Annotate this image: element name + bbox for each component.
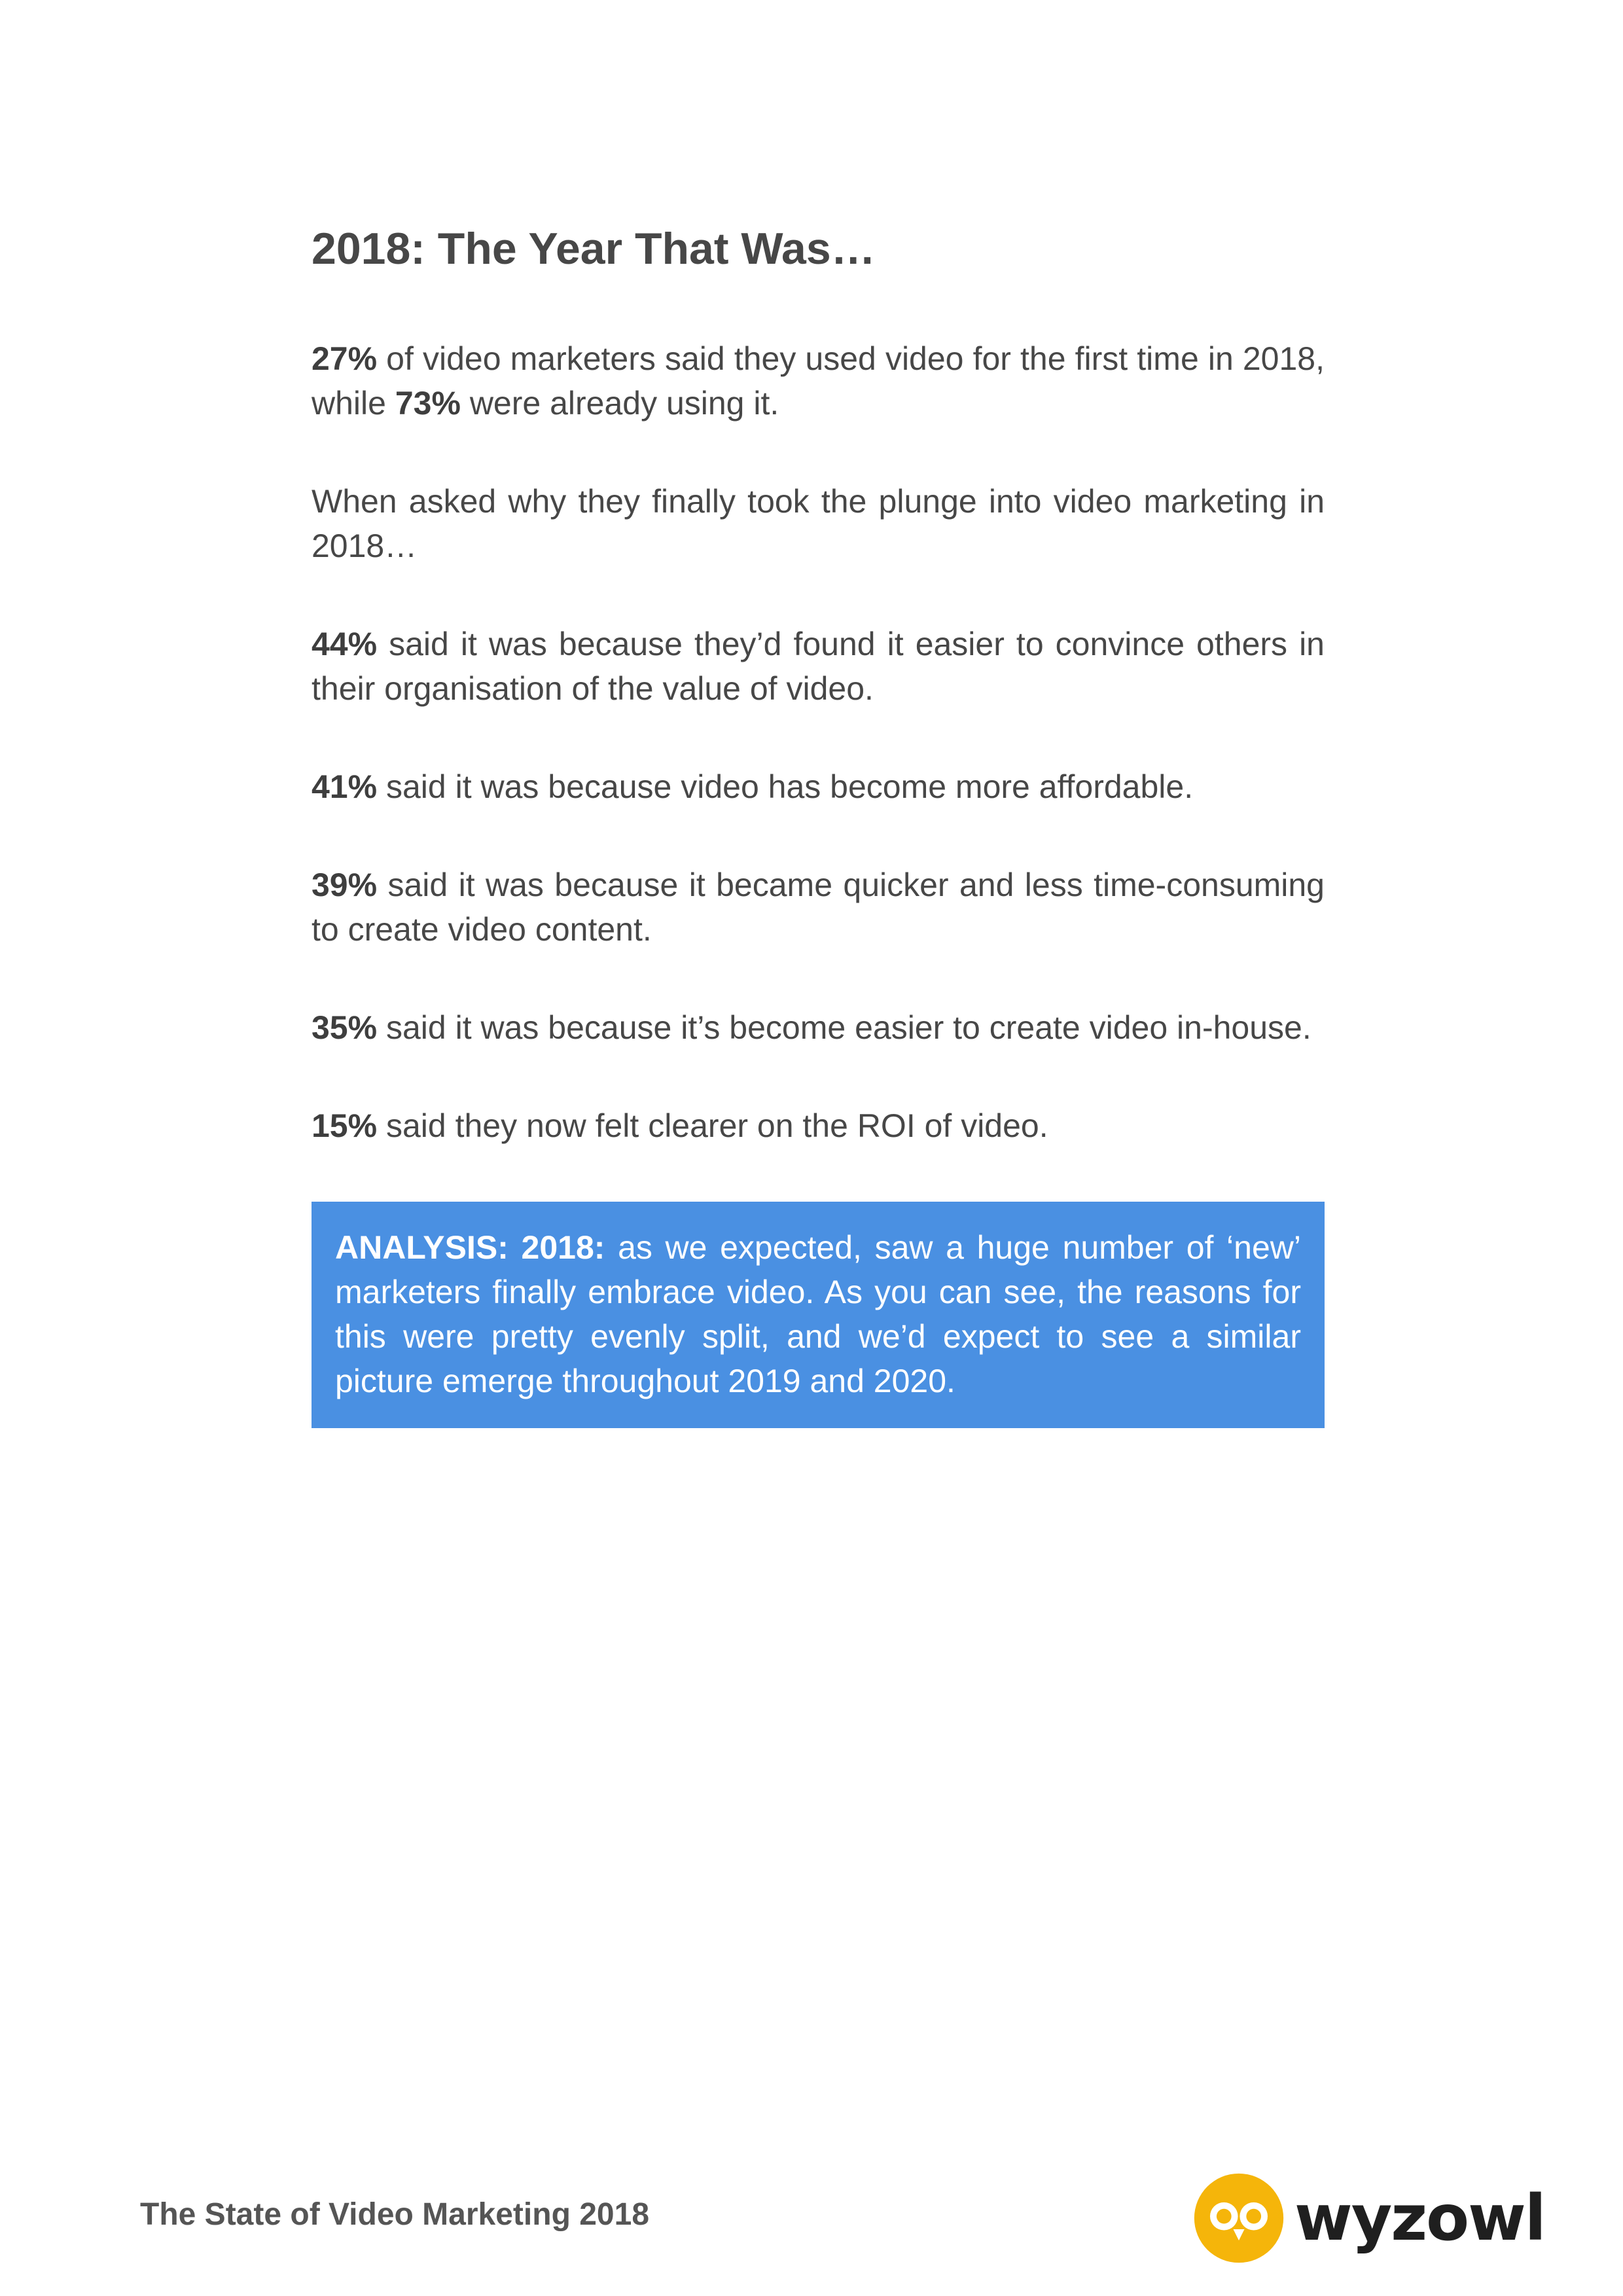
stat-paragraph-affordable	[312, 764, 1325, 809]
intro-paragraph	[312, 479, 1325, 568]
stat-value: 27%	[312, 340, 378, 377]
stat-value: 35%	[312, 1009, 378, 1046]
page-title: 2018: The Year That Was…	[312, 224, 876, 274]
stat-text: were already using it.	[460, 384, 779, 422]
stat-value: 44%	[312, 625, 378, 662]
stat-value: 15%	[312, 1107, 378, 1144]
stat-value: 73%	[395, 384, 461, 422]
analysis-box	[312, 1202, 1325, 1428]
stat-text: said it was because it’s become easier to create video in-house.	[377, 1009, 1311, 1046]
stat-text: said it was because it became quicker and less time-consuming to create video content.	[312, 866, 1325, 948]
stat-paragraph-quicker	[312, 863, 1325, 952]
intro-text: When asked why they finally took the plunge into video marketing in 2018…	[312, 482, 1325, 564]
stat-text: said it was because video has become more affordable.	[377, 768, 1194, 805]
stat-paragraph-roi	[312, 1103, 1325, 1148]
page-content	[312, 223, 1325, 1428]
footer-publication-title: The State of Video Marketing 2018	[140, 2197, 650, 2232]
stat-value: 39%	[312, 866, 378, 903]
analysis-label: ANALYSIS: 2018:	[335, 1229, 605, 1266]
wyzowl-owl-icon	[1192, 2172, 1285, 2265]
stat-paragraph-in-house	[312, 1005, 1325, 1050]
analysis-text: as we expected, saw a huge number of ‘new’ marketers finally embrace video. As you can see, the reasons for this were pretty evenly split, and we’d expect to see a similar picture emerge throughout 2019 and 2020.	[335, 1229, 1301, 1399]
stat-text: said they now felt clearer on the ROI of video.	[377, 1107, 1048, 1144]
stat-value: 41%	[312, 768, 378, 805]
logo-wordmark: wyzowl	[1294, 2181, 1545, 2255]
stat-text: said it was because they’d found it easier to convince others in their organisation of the value of video.	[312, 625, 1325, 707]
stat-paragraph-convince	[312, 622, 1325, 711]
wyzowl-logo	[1192, 2172, 1545, 2265]
stat-text: of video marketers said they used video for the first time in 2018, while	[312, 340, 1325, 422]
stat-paragraph-first-time	[312, 336, 1325, 425]
